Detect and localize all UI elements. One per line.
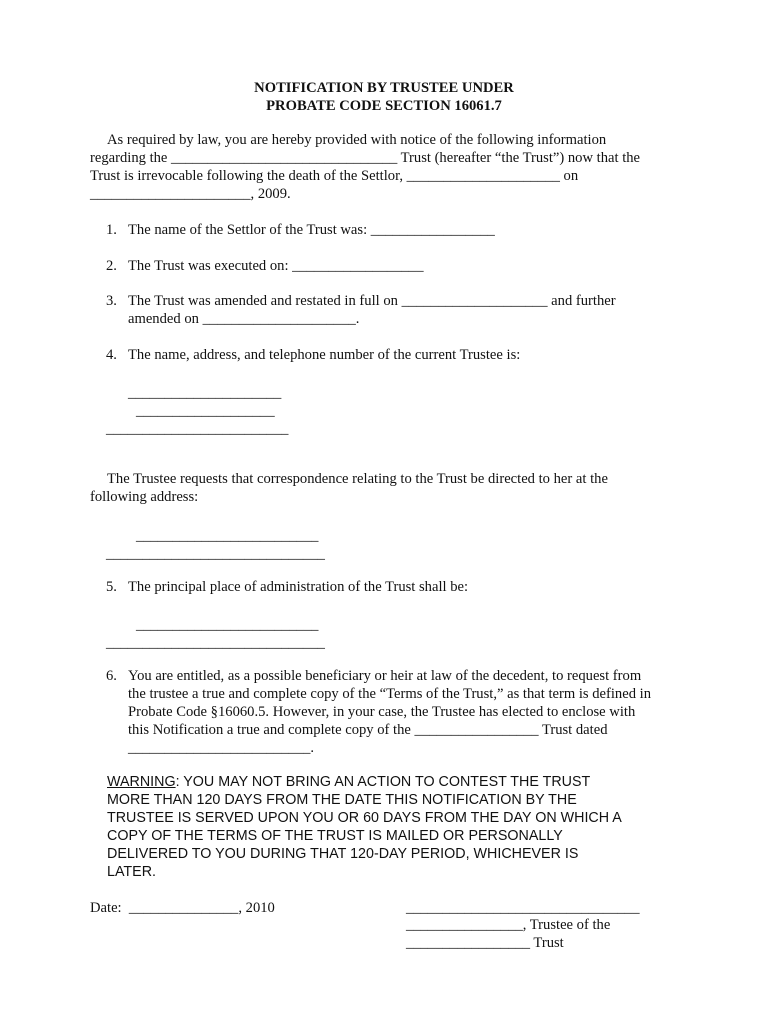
signature-line-1: ________________________________ [406, 900, 640, 916]
item-3-number: 3. [106, 293, 117, 309]
warning-line-3: TRUSTEE IS SERVED UPON YOU OR 60 DAYS FROM THE DAY ON WHICH A [107, 810, 622, 826]
trustee-address-blank-2: ___________________ [136, 403, 275, 419]
correspondence-line-2: following address: [90, 489, 199, 505]
trustee-address-blank-3: _________________________ [106, 421, 289, 437]
item-5-number: 5. [106, 579, 117, 595]
warning-line-1 [107, 773, 667, 791]
intro-line-3: Trust is irrevocable following the death of the Settlor, _____________________ on [90, 168, 579, 184]
item-6-number: 6. [106, 668, 117, 684]
item-4-text: The name, address, and telephone number of the current Trustee is: [128, 347, 521, 363]
item-6-text-line-3: Probate Code §16060.5. However, in your case, the Trustee has elected to enclose with [128, 704, 636, 720]
warning-label: WARNING [107, 774, 176, 790]
item-3-text-line-1: The Trust was amended and restated in full on ____________________ and further [128, 293, 616, 309]
signature-line-3: _________________ Trust [406, 935, 564, 951]
warning-line-1-text: : YOU MAY NOT BRING AN ACTION TO CONTEST THE TRUST [175, 774, 591, 790]
item-3-text-line-2: amended on _____________________. [128, 311, 360, 327]
document-title-line-2: PROBATE CODE SECTION 16061.7 [266, 98, 502, 114]
item-1-number: 1. [106, 222, 117, 238]
item-6-text-line-2: the trustee a true and complete copy of the “Terms of the Trust,” as that term is defined in [128, 686, 651, 702]
trustee-address-blank-1: _____________________ [128, 385, 282, 401]
intro-line-4: ______________________, 2009. [90, 186, 291, 202]
intro-line-2: regarding the _______________________________ Trust (hereafter “the Trust”) now that the [90, 150, 641, 166]
signature-line-2: ________________, Trustee of the [406, 917, 611, 933]
item-1-text: The name of the Settlor of the Trust was: _________________ [128, 222, 495, 238]
item-6-text-line-1: You are entitled, as a possible beneficiary or heir at law of the decedent, to request from [128, 668, 642, 684]
warning-line-5: DELIVERED TO YOU DURING THAT 120-DAY PERIOD, WHICHEVER IS [107, 846, 579, 862]
item-5-text: The principal place of administration of the Trust shall be: [128, 579, 469, 595]
item-6-text-line-4: this Notification a true and complete copy of the _________________ Trust dated [128, 722, 608, 738]
document-title-line-1: NOTIFICATION BY TRUSTEE UNDER [254, 80, 514, 96]
warning-block [107, 773, 667, 881]
item-2-number: 2. [106, 258, 117, 274]
warning-line-4: COPY OF THE TERMS OF THE TRUST IS MAILED OR PERSONALLY [107, 828, 563, 844]
intro-line-1: As required by law, you are hereby provided with notice of the following information [107, 132, 607, 148]
correspondence-address-blank-2: ______________________________ [106, 546, 325, 562]
item-2-text: The Trust was executed on: __________________ [128, 258, 424, 274]
warning-line-6: LATER. [107, 864, 156, 880]
item-6-text-line-5: _________________________. [128, 740, 315, 756]
date-line: Date: _______________, 2010 [90, 900, 275, 916]
correspondence-address-blank-1: _________________________ [136, 528, 319, 544]
correspondence-line-1: The Trustee requests that correspondence relating to the Trust be directed to her at the [107, 471, 608, 487]
warning-line-2: MORE THAN 120 DAYS FROM THE DATE THIS NOTIFICATION BY THE [107, 792, 577, 808]
administration-blank-2: ______________________________ [106, 635, 325, 651]
administration-blank-1: _________________________ [136, 617, 319, 633]
item-4-number: 4. [106, 347, 117, 363]
